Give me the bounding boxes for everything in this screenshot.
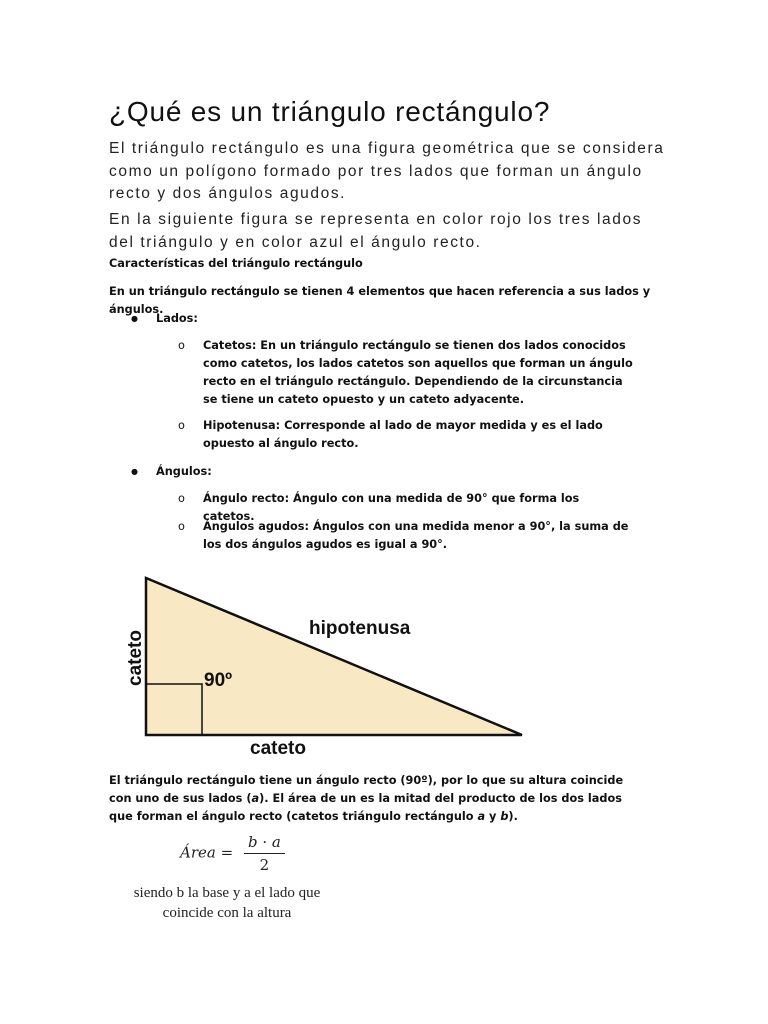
list-item-label: Ángulos: bbox=[156, 465, 212, 478]
area-explanation bbox=[109, 772, 649, 826]
sub-item-text: Catetos: En un triángulo rectángulo se tienen dos lados conocidos como catetos, los lados catetos son aquellos que forman un ángulo recto en el triángulo rectángulo. Dependiendo de la circunstancia se tiene un cateto opuesto y un cateto adyacente. bbox=[203, 339, 633, 406]
text-run: y bbox=[485, 810, 501, 823]
section-heading: Características del triángulo rectángulo bbox=[109, 257, 363, 270]
variable-a: a bbox=[251, 792, 260, 805]
note-line-2: coincide con la altura bbox=[162, 905, 292, 921]
sub-item-text: Ángulo recto: Ángulo con una medida de 90° que forma los catetos. bbox=[203, 492, 580, 523]
angle-label: 90º bbox=[204, 670, 233, 691]
formula-fraction bbox=[244, 833, 285, 874]
cateto-horizontal-label: cateto bbox=[250, 738, 306, 759]
formula-denominator: 2 bbox=[259, 856, 270, 874]
bullet-icon: ● bbox=[131, 467, 138, 476]
right-triangle-figure bbox=[112, 570, 532, 760]
lead-paragraph: En un triángulo rectángulo se tienen 4 elementos que hacen referencia a sus lados y ángulos. bbox=[109, 285, 651, 316]
circle-bullet-icon: o bbox=[178, 339, 185, 352]
formula-note bbox=[113, 883, 341, 923]
page-title: ¿Qué es un triángulo rectángulo? bbox=[109, 96, 551, 127]
list-item-label: Lados: bbox=[156, 312, 198, 325]
bullet-icon: ● bbox=[131, 314, 138, 323]
circle-bullet-icon: o bbox=[178, 419, 185, 432]
sub-item-text: Hipotenusa: Corresponde al lado de mayor medida y es el lado opuesto al ángulo recto. bbox=[203, 419, 603, 450]
variable-b: b bbox=[500, 810, 509, 823]
note-line-1: siendo b la base y a el lado que bbox=[133, 885, 321, 901]
sub-item-text: Ángulos agudos: Ángulos con una medida menor a 90°, la suma de los dos ángulos agudos es igual a 90°. bbox=[203, 520, 629, 551]
variable-a: a bbox=[477, 810, 486, 823]
text-run: ). El área de un es la mitad del producto de los dos lados que forman el ángulo recto (catetos triángulo rectángulo bbox=[109, 792, 622, 823]
area-formula bbox=[180, 833, 285, 874]
intro-paragraph-2: En la siguiente figura se representa en color rojo los tres lados del triángulo y en color azul el ángulo recto. bbox=[109, 211, 643, 251]
circle-bullet-icon: o bbox=[178, 492, 185, 505]
formula-lhs: Área = bbox=[180, 843, 234, 862]
formula-numerator: b · a bbox=[244, 833, 285, 854]
intro-paragraph-1: El triángulo rectángulo es una figura geométrica que se considera como un polígono formado por tres lados que forman un ángulo recto y dos ángulos agudos. bbox=[109, 140, 665, 202]
text-run: El triángulo rectángulo tiene un ángulo recto (90º), por lo que su altura coincide con uno de sus lados ( bbox=[109, 774, 624, 805]
text-run: ). bbox=[508, 810, 518, 823]
circle-bullet-icon: o bbox=[178, 520, 185, 533]
hipotenusa-label: hipotenusa bbox=[309, 618, 411, 639]
cateto-vertical-label: cateto bbox=[125, 630, 146, 686]
